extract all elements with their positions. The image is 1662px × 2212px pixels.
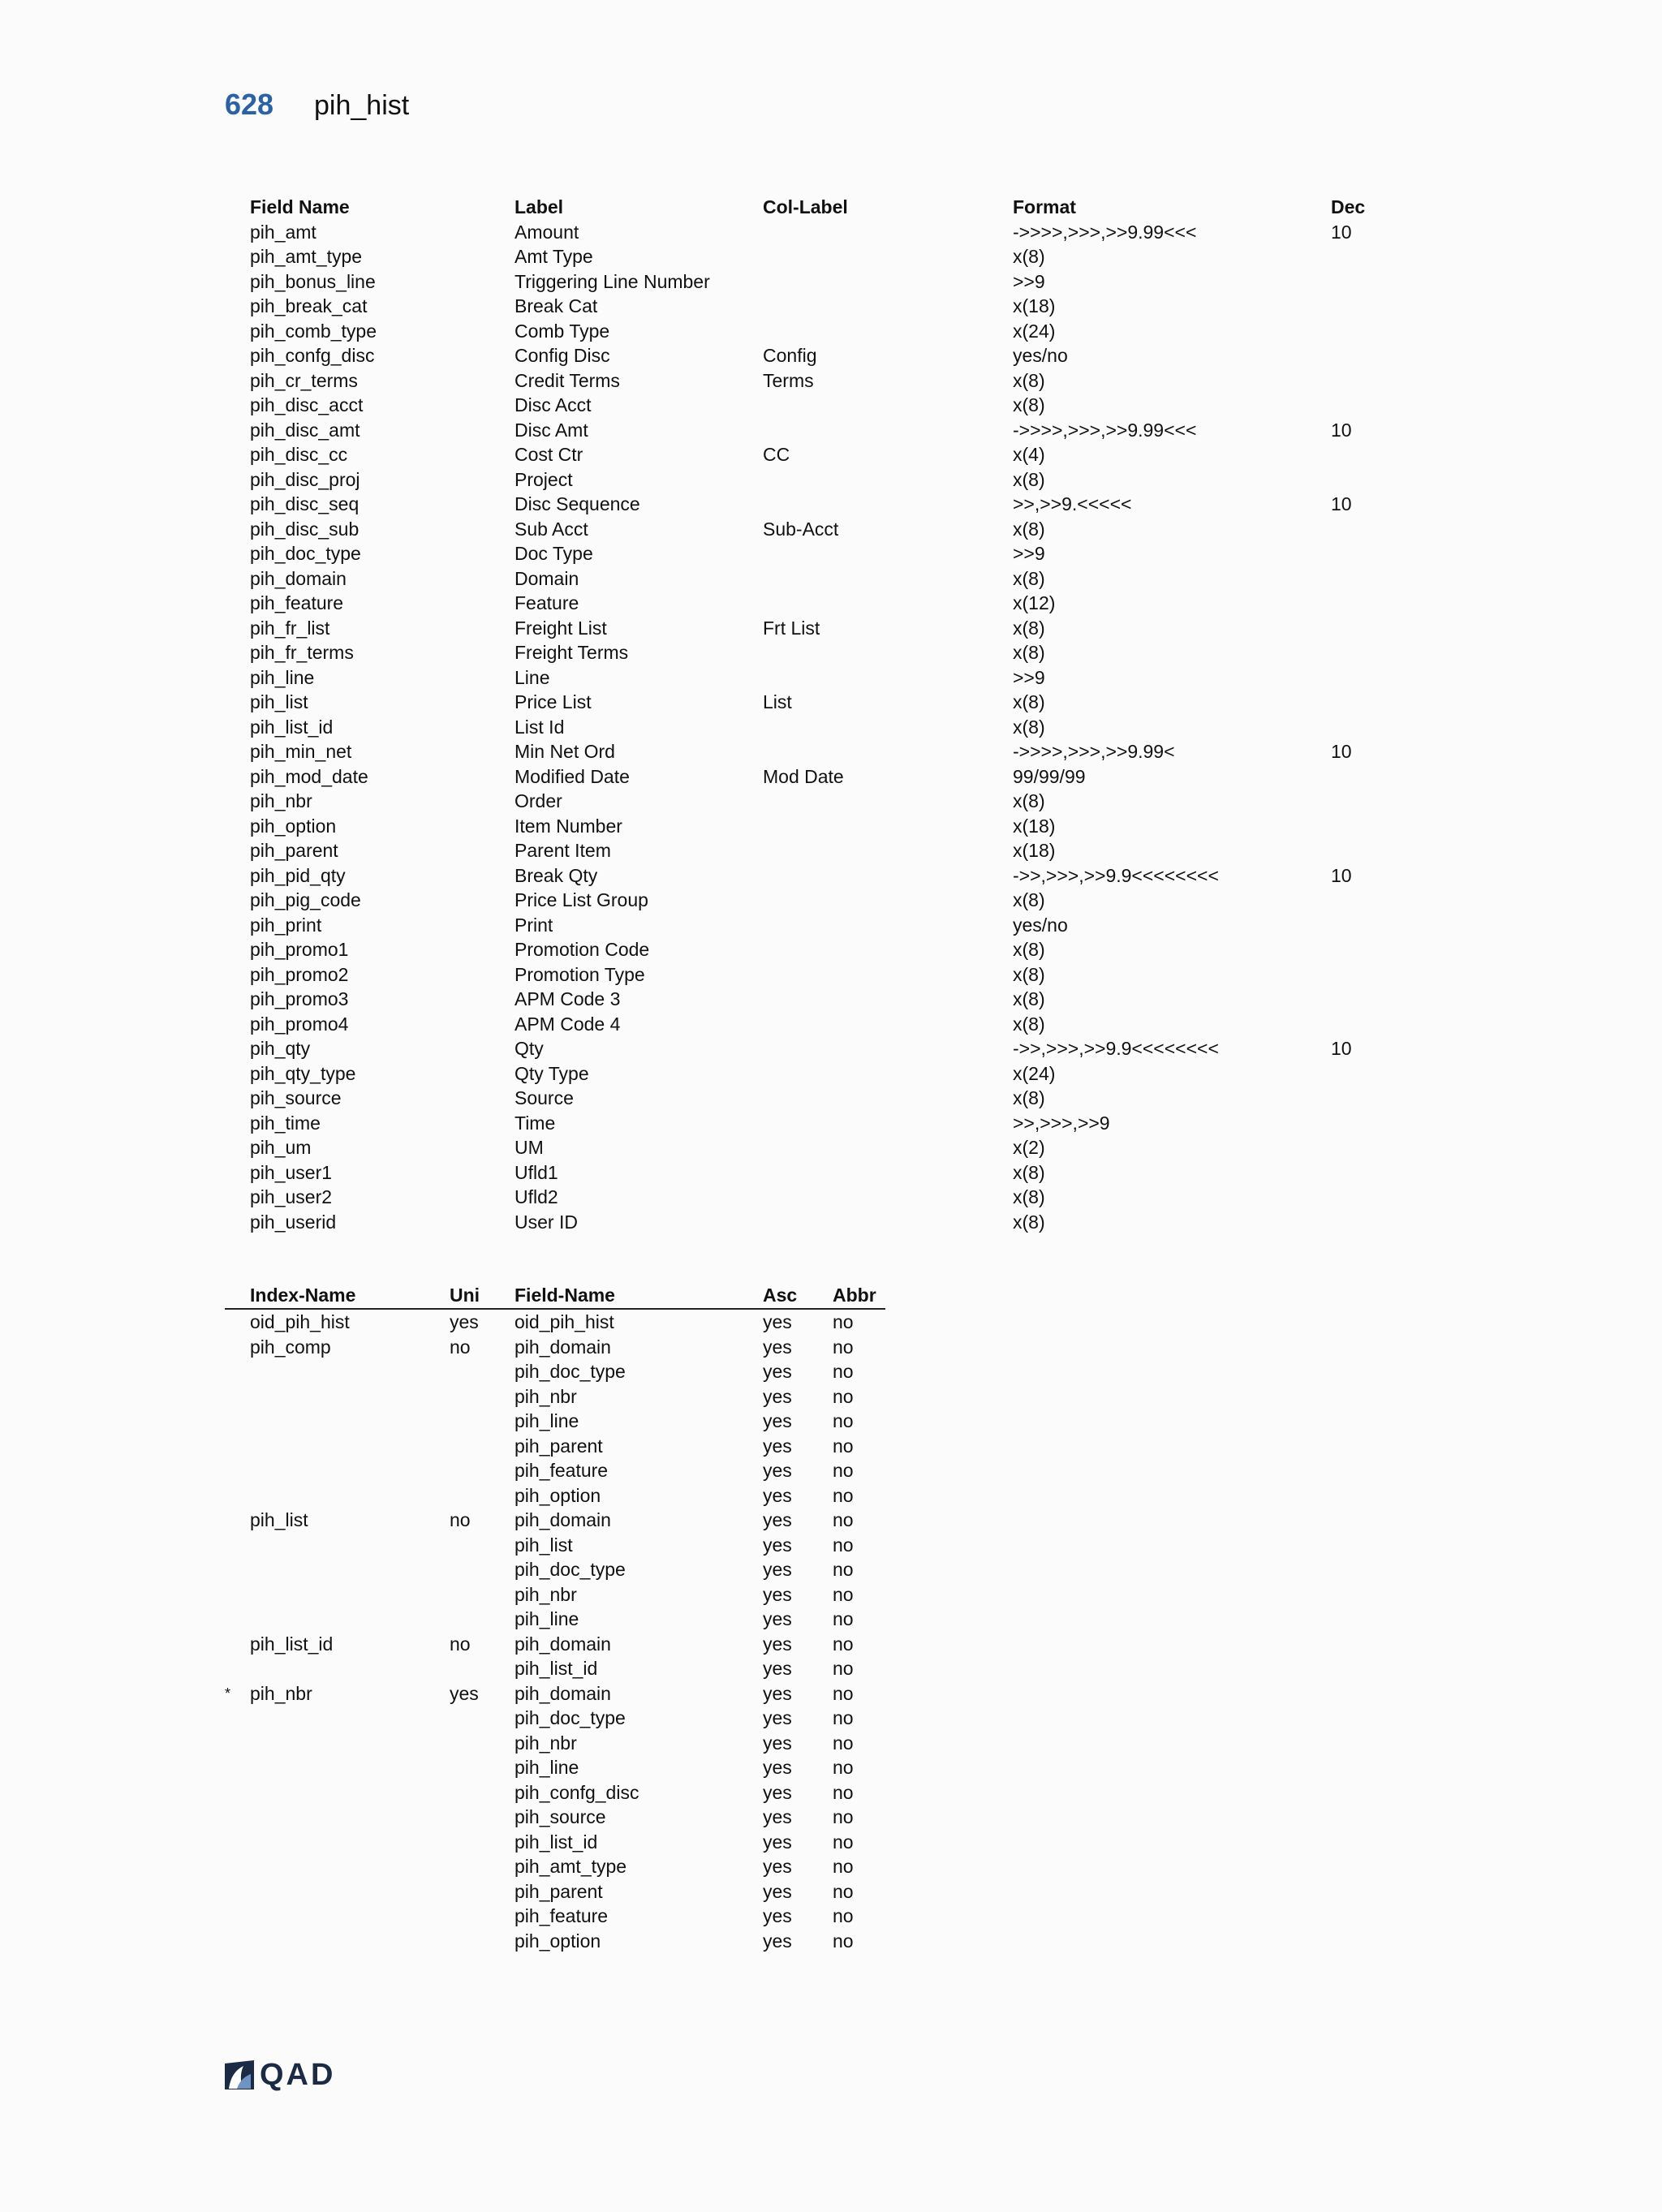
ascending-cell: yes [763, 1559, 792, 1580]
field-name-cell: pih_qty [250, 1038, 311, 1059]
col-label-cell: Mod Date [763, 765, 844, 787]
label-cell: Amount [515, 221, 579, 243]
label-cell: Price List Group [515, 889, 648, 910]
abbreviated-cell: no [833, 1435, 854, 1457]
format-cell: x(8) [1013, 790, 1045, 811]
index-row [225, 1904, 885, 1929]
ascending-cell: yes [763, 1856, 792, 1877]
column-header-uni: Uni [450, 1285, 480, 1306]
column-header-dec: Dec [1331, 196, 1366, 217]
field-name-cell: pih_domain [515, 1633, 611, 1655]
format-cell: x(18) [1013, 295, 1056, 316]
field-name-cell: pih_promo4 [250, 1013, 349, 1035]
qad-logo-text: QAD [260, 2058, 336, 2092]
index-row [225, 1335, 885, 1360]
field-name-cell: pih_domain [515, 1682, 611, 1704]
abbreviated-cell: no [833, 1534, 854, 1556]
unique-cell: no [450, 1509, 471, 1530]
field-name-cell: pih_disc_cc [250, 444, 348, 465]
ascending-cell: yes [763, 1583, 792, 1605]
index-name-cell: pih_comp [250, 1336, 331, 1358]
ascending-cell: yes [763, 1509, 792, 1530]
index-row [225, 1310, 885, 1335]
index-row [225, 1929, 885, 1954]
column-header-asc: Asc [763, 1285, 798, 1306]
field-name-cell: pih_nbr [515, 1732, 577, 1754]
ascending-cell: yes [763, 1658, 792, 1679]
field-name-cell: pih_userid [250, 1211, 337, 1233]
format-cell: >>9 [1013, 270, 1045, 292]
abbreviated-cell: no [833, 1410, 854, 1431]
abbreviated-cell: no [833, 1757, 854, 1778]
field-name-cell: pih_qty_type [250, 1062, 356, 1084]
label-cell: Price List [515, 691, 592, 712]
field-name-cell: pih_promo3 [250, 988, 349, 1009]
abbreviated-cell: no [833, 1336, 854, 1358]
ascending-cell: yes [763, 1361, 792, 1382]
field-name-cell: pih_domain [515, 1336, 611, 1358]
index-name-cell: pih_list [250, 1509, 308, 1530]
index-row [225, 1805, 885, 1830]
label-cell: Feature [515, 592, 579, 613]
label-cell: Disc Sequence [515, 493, 640, 514]
index-row [225, 1483, 885, 1508]
label-cell: Comb Type [515, 320, 610, 342]
abbreviated-cell: no [833, 1361, 854, 1382]
ascending-cell: yes [763, 1633, 792, 1655]
field-name-cell: pih_disc_proj [250, 468, 360, 490]
field-name-cell: pih_doc_type [515, 1559, 626, 1580]
label-cell: UM [515, 1137, 544, 1158]
field-name-cell: pih_domain [250, 567, 347, 589]
format-cell: x(8) [1013, 617, 1045, 639]
index-row [225, 1458, 885, 1483]
format-cell: x(24) [1013, 320, 1056, 342]
field-name-cell: pih_bonus_line [250, 270, 376, 292]
field-name-cell: pih_source [515, 1806, 606, 1827]
abbreviated-cell: no [833, 1806, 854, 1827]
dec-cell: 10 [1331, 221, 1352, 243]
ascending-cell: yes [763, 1435, 792, 1457]
field-name-cell: pih_mod_date [250, 765, 368, 787]
index-row [225, 1359, 885, 1384]
column-header-field-name: Field-Name [515, 1285, 615, 1306]
column-header-abbr: Abbr [833, 1285, 876, 1306]
format-cell: yes/no [1013, 345, 1068, 366]
ascending-cell: yes [763, 1757, 792, 1778]
field-name-cell: pih_line [515, 1757, 579, 1778]
index-row [225, 1384, 885, 1409]
format-cell: yes/no [1013, 914, 1068, 936]
qad-logo-icon [224, 2059, 255, 2090]
ascending-cell: yes [763, 1781, 792, 1803]
field-name-cell: pih_confg_disc [515, 1781, 639, 1803]
field-name-cell: pih_disc_sub [250, 518, 360, 540]
format-cell: x(12) [1013, 592, 1056, 613]
field-name-cell: pih_disc_amt [250, 419, 360, 441]
label-cell: Domain [515, 567, 579, 589]
label-cell: Freight Terms [515, 642, 629, 663]
field-name-cell: pih_line [250, 666, 315, 688]
primary-index-marker: * [225, 1685, 231, 1702]
ascending-cell: yes [763, 1806, 792, 1827]
label-cell: APM Code 4 [515, 1013, 621, 1035]
format-cell: x(8) [1013, 1211, 1045, 1233]
label-cell: Break Qty [515, 864, 598, 886]
index-row [225, 1780, 885, 1805]
label-cell: Project [515, 468, 573, 490]
field-name-cell: pih_break_cat [250, 295, 368, 316]
dec-cell: 10 [1331, 741, 1352, 762]
format-cell: x(8) [1013, 369, 1045, 391]
ascending-cell: yes [763, 1311, 792, 1332]
column-header-index-name: Index-Name [250, 1285, 356, 1306]
unique-cell: yes [450, 1682, 479, 1704]
label-cell: Disc Acct [515, 394, 592, 415]
format-cell: x(18) [1013, 815, 1056, 837]
column-header-format: Format [1013, 196, 1076, 217]
format-cell: >>,>>9.<<<<< [1013, 493, 1132, 514]
field-name-cell: pih_um [250, 1137, 312, 1158]
field-name-cell: pih_pid_qty [250, 864, 346, 886]
format-cell: ->>>>,>>>,>>9.99<<< [1013, 419, 1197, 441]
unique-cell: no [450, 1336, 471, 1358]
label-cell: Item Number [515, 815, 622, 837]
abbreviated-cell: no [833, 1682, 854, 1704]
format-cell: x(8) [1013, 963, 1045, 985]
ascending-cell: yes [763, 1534, 792, 1556]
index-row [225, 1830, 885, 1855]
format-cell: x(8) [1013, 939, 1045, 960]
dec-cell: 10 [1331, 493, 1352, 514]
field-name-cell: oid_pih_hist [515, 1311, 614, 1332]
qad-logo [224, 2059, 335, 2090]
field-name-cell: pih_domain [515, 1509, 611, 1530]
format-cell: ->>,>>>,>>9.9<<<<<<<< [1013, 864, 1219, 886]
field-name-cell: pih_list_id [515, 1658, 598, 1679]
index-table [225, 1282, 885, 1953]
ascending-cell: yes [763, 1336, 792, 1358]
label-cell: Sub Acct [515, 518, 588, 540]
column-header-col-label: Col-Label [763, 196, 848, 217]
field-name-cell: pih_feature [250, 592, 344, 613]
label-cell: Amt Type [515, 246, 593, 267]
field-name-cell: pih_min_net [250, 741, 352, 762]
field-name-cell: pih_parent [250, 840, 338, 861]
index-row [225, 1434, 885, 1459]
field-name-cell: pih_line [515, 1608, 579, 1629]
field-name-cell: pih_doc_type [250, 543, 361, 564]
index-row [225, 1681, 885, 1706]
abbreviated-cell: no [833, 1385, 854, 1407]
abbreviated-cell: no [833, 1905, 854, 1926]
field-name-cell: pih_nbr [250, 790, 312, 811]
field-name-cell: pih_nbr [515, 1583, 577, 1605]
field-name-cell: pih_amt [250, 221, 316, 243]
index-name-cell: oid_pih_hist [250, 1311, 350, 1332]
field-name-cell: pih_doc_type [515, 1361, 626, 1382]
abbreviated-cell: no [833, 1559, 854, 1580]
ascending-cell: yes [763, 1930, 792, 1952]
field-name-cell: pih_feature [515, 1905, 609, 1926]
field-name-cell: pih_disc_acct [250, 394, 364, 415]
ascending-cell: yes [763, 1831, 792, 1853]
field-name-cell: pih_list [515, 1534, 573, 1556]
label-cell: Qty [515, 1038, 544, 1059]
index-row [225, 1755, 885, 1780]
abbreviated-cell: no [833, 1831, 854, 1853]
field-name-cell: pih_feature [515, 1460, 609, 1481]
field-name-cell: pih_promo2 [250, 963, 349, 985]
field-name-cell: pih_list_id [250, 716, 334, 738]
format-cell: x(8) [1013, 691, 1045, 712]
label-cell: Disc Amt [515, 419, 588, 441]
label-cell: Ufld1 [515, 1161, 558, 1183]
format-cell: x(8) [1013, 246, 1045, 267]
index-row [225, 1533, 885, 1558]
abbreviated-cell: no [833, 1484, 854, 1506]
label-cell: Order [515, 790, 562, 811]
ascending-cell: yes [763, 1732, 792, 1754]
field-name-cell: pih_list [250, 691, 308, 712]
format-cell: x(8) [1013, 468, 1045, 490]
ascending-cell: yes [763, 1385, 792, 1407]
field-name-cell: pih_source [250, 1087, 342, 1108]
field-name-cell: pih_parent [515, 1880, 603, 1902]
format-cell: x(2) [1013, 1137, 1045, 1158]
label-cell: Promotion Code [515, 939, 650, 960]
label-cell: Cost Ctr [515, 444, 583, 465]
index-row [225, 1731, 885, 1756]
label-cell: APM Code 3 [515, 988, 621, 1009]
abbreviated-cell: no [833, 1633, 854, 1655]
field-name-cell: pih_pig_code [250, 889, 361, 910]
field-name-cell: pih_disc_seq [250, 493, 360, 514]
format-cell: x(4) [1013, 444, 1045, 465]
label-cell: Doc Type [515, 543, 593, 564]
field-name-cell: pih_nbr [515, 1385, 577, 1407]
label-cell: Freight List [515, 617, 607, 639]
abbreviated-cell: no [833, 1880, 854, 1902]
field-name-cell: pih_confg_disc [250, 345, 375, 366]
format-cell: >>9 [1013, 666, 1045, 688]
ascending-cell: yes [763, 1410, 792, 1431]
format-cell: x(8) [1013, 1087, 1045, 1108]
column-header-label: Label [515, 196, 564, 217]
field-name-cell: pih_line [515, 1410, 579, 1431]
field-name-cell: pih_user1 [250, 1161, 333, 1183]
ascending-cell: yes [763, 1484, 792, 1506]
ascending-cell: yes [763, 1905, 792, 1926]
abbreviated-cell: no [833, 1608, 854, 1629]
field-name-cell: pih_time [250, 1112, 321, 1134]
column-header-field-name: Field Name [250, 196, 350, 217]
abbreviated-cell: no [833, 1856, 854, 1877]
label-cell: Print [515, 914, 553, 936]
format-cell: x(8) [1013, 1186, 1045, 1207]
field-name-cell: pih_option [250, 815, 337, 837]
unique-cell: yes [450, 1311, 479, 1332]
unique-cell: no [450, 1633, 471, 1655]
abbreviated-cell: no [833, 1460, 854, 1481]
label-cell: Ufld2 [515, 1186, 558, 1207]
label-cell: Triggering Line Number [515, 270, 710, 292]
page-title: pih_hist [314, 90, 410, 121]
abbreviated-cell: no [833, 1781, 854, 1803]
field-name-cell: pih_fr_list [250, 617, 330, 639]
label-cell: Break Cat [515, 295, 598, 316]
index-row [225, 1607, 885, 1632]
abbreviated-cell: no [833, 1732, 854, 1754]
format-cell: ->>,>>>,>>9.9<<<<<<<< [1013, 1038, 1219, 1059]
field-name-cell: pih_fr_terms [250, 642, 354, 663]
index-name-cell: pih_nbr [250, 1682, 312, 1704]
format-cell: ->>>>,>>>,>>9.99< [1013, 741, 1175, 762]
ascending-cell: yes [763, 1608, 792, 1629]
ascending-cell: yes [763, 1707, 792, 1728]
index-row [225, 1706, 885, 1731]
field-name-cell: pih_list_id [515, 1831, 598, 1853]
format-cell: x(8) [1013, 716, 1045, 738]
field-name-cell: pih_amt_type [250, 246, 363, 267]
label-cell: Modified Date [515, 765, 630, 787]
col-label-cell: CC [763, 444, 790, 465]
label-cell: List Id [515, 716, 565, 738]
ascending-cell: yes [763, 1682, 792, 1704]
abbreviated-cell: no [833, 1311, 854, 1332]
field-name-cell: pih_print [250, 914, 322, 936]
abbreviated-cell: no [833, 1707, 854, 1728]
format-cell: x(8) [1013, 394, 1045, 415]
format-cell: x(24) [1013, 1062, 1056, 1084]
field-name-cell: pih_promo1 [250, 939, 349, 960]
col-label-cell: Frt List [763, 617, 820, 639]
col-label-cell: Terms [763, 369, 814, 391]
col-label-cell: Sub-Acct [763, 518, 839, 540]
field-name-cell: pih_parent [515, 1435, 603, 1457]
index-row [225, 1557, 885, 1582]
label-cell: Credit Terms [515, 369, 620, 391]
field-name-cell: pih_option [515, 1484, 601, 1506]
index-name-cell: pih_list_id [250, 1633, 334, 1655]
label-cell: User ID [515, 1211, 578, 1233]
abbreviated-cell: no [833, 1930, 854, 1952]
abbreviated-cell: no [833, 1509, 854, 1530]
abbreviated-cell: no [833, 1583, 854, 1605]
dec-cell: 10 [1331, 419, 1352, 441]
label-cell: Line [515, 666, 550, 688]
format-cell: x(8) [1013, 642, 1045, 663]
field-name-cell: pih_doc_type [515, 1707, 626, 1728]
field-name-cell: pih_user2 [250, 1186, 333, 1207]
field-name-cell: pih_amt_type [515, 1856, 627, 1877]
format-cell: x(8) [1013, 518, 1045, 540]
format-cell: 99/99/99 [1013, 765, 1086, 787]
index-row [225, 1582, 885, 1607]
ascending-cell: yes [763, 1460, 792, 1481]
field-name-cell: pih_comb_type [250, 320, 377, 342]
label-cell: Promotion Type [515, 963, 645, 985]
format-cell: >>,>>>,>>9 [1013, 1112, 1110, 1134]
format-cell: x(8) [1013, 1013, 1045, 1035]
dec-cell: 10 [1331, 864, 1352, 886]
index-row [225, 1508, 885, 1533]
format-cell: x(8) [1013, 1161, 1045, 1183]
page-number: 628 [225, 88, 274, 121]
format-cell: >>9 [1013, 543, 1045, 564]
index-table-header [225, 1282, 885, 1310]
label-cell: Min Net Ord [515, 741, 615, 762]
ascending-cell: yes [763, 1880, 792, 1902]
label-cell: Time [515, 1112, 556, 1134]
label-cell: Qty Type [515, 1062, 589, 1084]
label-cell: Parent Item [515, 840, 611, 861]
format-cell: x(8) [1013, 988, 1045, 1009]
format-cell: ->>>>,>>>,>>9.99<<< [1013, 221, 1197, 243]
index-row [225, 1656, 885, 1681]
label-cell: Config Disc [515, 345, 610, 366]
dec-cell: 10 [1331, 1038, 1352, 1059]
field-name-cell: pih_cr_terms [250, 369, 358, 391]
col-label-cell: Config [763, 345, 817, 366]
col-label-cell: List [763, 691, 792, 712]
index-row [225, 1879, 885, 1904]
format-cell: x(8) [1013, 889, 1045, 910]
index-row [225, 1854, 885, 1879]
index-row [225, 1632, 885, 1657]
field-name-cell: pih_option [515, 1930, 601, 1952]
format-cell: x(8) [1013, 567, 1045, 589]
format-cell: x(18) [1013, 840, 1056, 861]
abbreviated-cell: no [833, 1658, 854, 1679]
label-cell: Source [515, 1087, 574, 1108]
page-header [225, 88, 409, 130]
index-row [225, 1409, 885, 1434]
